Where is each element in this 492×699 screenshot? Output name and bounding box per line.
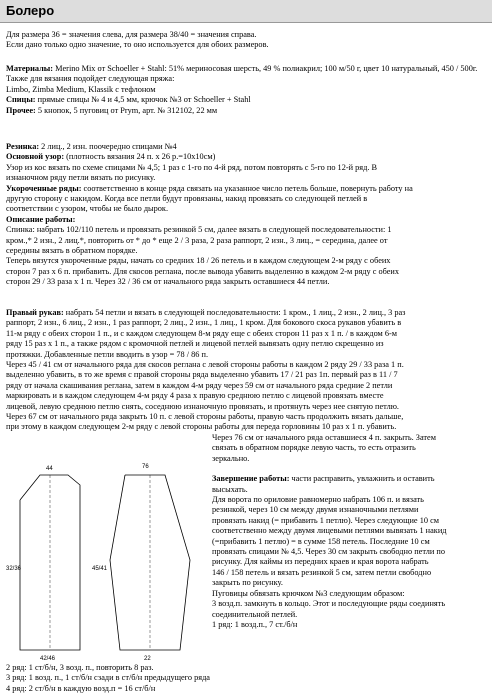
work-label: Описание работы: — [6, 214, 76, 224]
materials-text: Merino Mix от Schoeller + Stahl: 51% мериносовая шерсть, 49 % полиакрил; 100 м/50 г, цвет 10 натуральный, 450 / 500г. — [53, 64, 478, 73]
rib-text: 2 лиц., 2 изн. поочередно спицами №4 — [39, 142, 177, 151]
back-line: сторон 29 / 33 раза х 1 п. Через 32 / 36 см от начального ряда закрыть оставшиеся 44 петли. — [6, 277, 330, 287]
sleeve-line: при этому в каждом следующем 2-м ряду с левой стороны работы для переда горловины 10 раз х 1 п. убавить. — [6, 422, 397, 432]
yarn-alt-line: Limbo, Zimba Medium, Klassik с тефлоном — [6, 84, 156, 94]
sleeve-line: Через 67 см от начального ряда закрыть 10 п. с левой стороны работы, правую часть продолжить вязать дальше, — [6, 412, 404, 422]
pattern-block — [6, 142, 488, 288]
other-label: Прочее: — [6, 105, 36, 115]
sleeve-line: Через 45 / 41 см от начального ряда для скосов реглана с левой стороны работы в каждом 2 ряду 29 / 33 раза 1 п. — [6, 360, 404, 370]
back-line: кром.,* 2 изн., 2 лиц.*, повторить от * до * еще 2 / 3 раза, 2 раза раппорт, 2 изн., 3 лиц., = середина, далее от — [6, 235, 388, 245]
finish-line: Для ворота по ориловие равномерно набрать 106 п. и вязать — [212, 495, 424, 505]
finish-line: 146 / 158 петель и вязать резинкой 5 см, затем петли свободно — [212, 567, 432, 577]
finish-label: Завершение работы: — [212, 474, 290, 484]
finish-line: провязать спицами № 4,5. Через 30 см закрыть свободно петли по — [212, 547, 445, 557]
sleeve-line: лицевой, левую среднюю петлю снять, соседнюю изнаночную провязать, и протянуть через нее снятую петлю. — [6, 401, 400, 411]
sleeve-label: Правый рукав: — [6, 308, 64, 317]
rib-label: Резинка: — [6, 142, 40, 151]
intro-line: Для размера 36 = значения слева, для размера 38/40 = значения справа. — [6, 30, 257, 39]
short-rows-label: Укороченные ряды: — [6, 183, 82, 193]
sleeve-line: маркировать и в каждом следующем 4-м ряду 4 раза х правую среднюю петлю с лицевой провязать вместе — [6, 391, 384, 401]
bottom-line: 4 ряд: 2 ст/б/н в каждую возд.п = 16 ст/б/н — [6, 683, 156, 693]
short-rows-line: другую сторону с накидом. Когда все петли будут провязаны, накид провязать со следующей петлей в — [6, 194, 368, 204]
page-title: Болеро — [6, 3, 55, 18]
sleeve-line: протяжки. Добавленные петли вводить в узор = 78 / 86 п. — [6, 349, 209, 359]
back-line: середины вязать в обратном порядке. — [6, 246, 138, 256]
intro-line: Если дано только одно значение, то оно используется для обоих размеров. — [6, 40, 269, 50]
finish-text: части расправить, увлажнить и оставить — [289, 474, 435, 484]
short-rows-line: соответствии с узором, чтобы не было дырок. — [6, 204, 169, 214]
sleeve-text: набрать 54 петли и вязать в следующей последовательности: 1 кром., 1 лиц., 2 изн., 2 лиц., 3 раз — [63, 308, 406, 317]
sleeve-line: раппорт, 2 изн., 6 лиц., 2 изн., 1 раз раппорт, 2 лиц., 2 изн., 1 лиц., 1 кром. Для бокового скоса рукавов убавить в — [6, 318, 402, 328]
back-line: сторон 7 раз х 6 п. прибавить. Для скосов реглана, после вывода убавить выделенно в каждом 2-м ряду с обеих — [6, 266, 400, 276]
back-line: Теперь вязутся укороченные ряды, начать со средних 18 / 26 петель и в каждом следующем 2-м ряду с обеих — [6, 256, 391, 266]
finish-line: соответственно между двумя лицевыми петлями вывязать 1 накид — [212, 526, 447, 536]
back-bottom-label: 42/46 — [40, 656, 56, 662]
back-line: Спинка: набрать 102/110 петель и провязать резинкой 5 см, далее вязать в следующей последовательности: 1 — [6, 225, 392, 235]
pattern-line: изнаночном ряду петли вязать по рисунку. — [6, 173, 156, 183]
needles-label: Спицы: — [6, 95, 36, 105]
materials-block — [6, 64, 488, 116]
pattern-diagram — [0, 440, 210, 665]
bottom-block — [6, 663, 306, 694]
short-rows-text: соответственно в конце ряда связать на указанное число петель больше, повернуть работу на — [81, 183, 413, 193]
finish-line: Пуговицы обвязать крючком №3 следующим образом: — [212, 588, 405, 598]
finish-line: 1 ряд: 1 возд.п., 7 ст./б/н — [212, 619, 298, 629]
finish-line: 3 возд.п. замкнуть в кольцо. Этот и последующие ряды соединять — [212, 599, 446, 609]
finish-line: провязать накид (= прибавить 1 петлю). Через следующие 10 см — [212, 515, 439, 525]
bottom-line: 3 ряд: 1 возд. п., 1 ст/б/н сзади в ст/б/н предыдущего ряда — [6, 673, 210, 683]
pattern-label: Основной узор: — [6, 152, 65, 162]
title-bar — [0, 0, 492, 23]
intro-block — [6, 30, 488, 51]
sleeve-line: выделенно убавить, в то же время с правой стороны ряда выделенно убавить 17 / 21 раз 1п. первый раз в 11 / 7 — [6, 370, 398, 380]
back-top-label: 44 — [46, 466, 53, 472]
sleeve-line: ряду 15 раз х 1 п., а также рядом с кромочной петлей и лицевой петлей вывязать одну петлю скрещенно из — [6, 339, 384, 349]
materials-label: Материалы: — [6, 64, 54, 73]
needles-text: прямые спицы № 4 и 4,5 мм, крючок №3 от Schoeller + Stahl — [35, 95, 251, 105]
right-intro-line: зеркально. — [212, 453, 250, 463]
right-intro-line: связать в обратном порядке левую часть, то есть отразить — [212, 443, 416, 453]
bottom-line: 2 ряд: 1 ст/б/н, 3 возд. п., повторить 8 раз. — [6, 663, 154, 672]
other-text: 5 кнопок, 5 пуговиц от Prym, арт. № 312102, 22 мм — [35, 105, 218, 115]
right-column — [212, 433, 488, 630]
pattern-text: (плотность вязания 24 п. х 26 р.=10х10см) — [64, 152, 216, 162]
sleeve-bottom-label: 22 — [144, 656, 151, 662]
yarn-alt-line: Также для вязания подойдет следующая пряжа: — [6, 74, 175, 84]
back-side-label: 32/36 — [6, 566, 22, 572]
sleeve-line: ряду от начала скашивания реглана, затем в каждом 4-м ряду через 59 см от начального ряда средние 2 петли — [6, 380, 393, 390]
finish-line: рисунку. Для каймы из передних краев и края ворота набрать — [212, 557, 429, 567]
finish-line: высыхать. — [212, 484, 248, 494]
sleeve-side-label: 45/41 — [92, 566, 108, 572]
right-intro-line: Через 76 см от начального ряда оставшиеся 4 п. закрыть. Затем — [212, 433, 436, 442]
sleeve-line: 11-м ряду с обеих сторон 1 п., и с каждом следующем 8-м ряду еще с обеих сторон 11 раз х 1 п. / в каждом 6-м — [6, 328, 398, 338]
finish-line: соединительной петлей. — [212, 609, 298, 619]
pattern-line: Узор из кос вязать по схеме спицами № 4,5; 1 раз с 1-го по 4-й ряд, потом повторять с 5-го по 12-й ряд. В — [6, 162, 378, 172]
finish-line: резинкой, через 10 см между двумя изнаночными петлями — [212, 505, 419, 515]
sleeve-block — [6, 308, 488, 433]
finish-line: закрыть по рисунку. — [212, 578, 283, 588]
finish-line: (=прибавить 1 петлю) = в сумме 158 петель. Последние 10 см — [212, 536, 430, 546]
sleeve-top-label: 76 — [142, 464, 149, 470]
